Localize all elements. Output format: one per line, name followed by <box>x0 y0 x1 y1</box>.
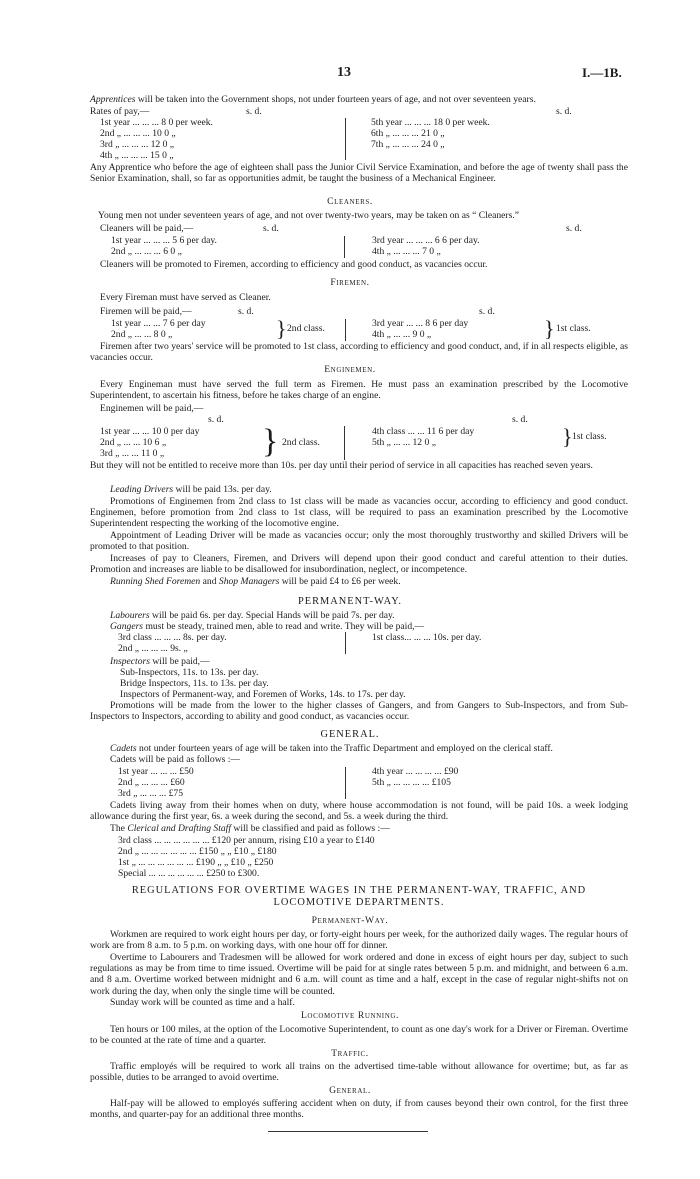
staff-rate-row: 1st „ ... ... ... ... ... ... £190 „ „ £10 „ £250 <box>118 857 274 868</box>
end-rule <box>268 1131 428 1132</box>
firemen-rate-row: 4th „ ... ... 9 0 „ <box>372 329 432 340</box>
shop-managers-term: Shop Managers <box>218 576 280 587</box>
cadets-line <box>110 743 553 754</box>
overtime-pw-rules: Overtime to Labourers and Tradesmen will be allowed for work ordered and done in excess of eight hours per day, subject to such regulations as may be from time to time issued. Overtime will be paid for at single rates between 5 p.m. and midnight, and between 6 a.m. and 8 a.m. Overtime worked between midnight and 6 a.m. will count as time and a half, except in the case of regular night-shifts not on work during the day, when only the single time will be counted. <box>90 952 628 997</box>
clerical-line <box>110 823 390 834</box>
staff-rate-row: 2nd „ ... ... ... ... ... ... £150 „ „ £10 „ £180 <box>118 846 277 857</box>
inspector-rate: Sub-Inspectors, 11s. to 13s. per day. <box>120 667 259 678</box>
gangers-rate-row: 3rd class ... ... ... 8s. per day. <box>118 632 227 643</box>
enginemen-rate-row: 2nd „ ... ... 10 6 „ <box>100 437 167 448</box>
overtime-traffic-heading: Traffic. <box>331 1048 369 1059</box>
gangers-rate-row: 2nd „ ... ... ... 9s. „ <box>118 643 188 654</box>
shed-foremen-text: will be paid £4 to £6 per week. <box>279 576 401 587</box>
apprentices-rates-label: Rates of pay,— <box>90 106 150 117</box>
enginemen-sd-right: s. d. <box>512 414 528 425</box>
enginemen-rate-row: 4th class ... ... 11 6 per day <box>372 426 475 437</box>
enginemen-paid-label: Enginemen will be paid,— <box>100 403 204 414</box>
enginemen-promotions: Promotions of Enginemen from 2nd class to 1st class will be made as vacancies occur, according to efficiency and good conduct. Enginemen, before promotion from 2nd class to 1st class, will be required to pass an examination prescribed by the Locomotive Superintendent respecting the working of the locomotive engine. <box>90 496 628 530</box>
labourers-line <box>110 610 395 621</box>
cleaners-rate-row: 1st year ... ... ... 5 6 per day. <box>111 235 217 246</box>
cadets-lodging-note: Cadets living away from their homes when on duty, where house accommodation is not found, will be paid 10s. a week lodging allowance during the first year, 6s. a week during the second, and 5s. a week during the third. <box>90 800 628 823</box>
cadets-rate-row: 3rd „ ... ... ... £75 <box>118 788 184 799</box>
clerical-term: Clerical and Drafting Staff <box>127 823 231 834</box>
apprentices-sd-right: s. d. <box>556 106 572 117</box>
brace-icon: } <box>262 423 279 460</box>
enginemen-rate-row: 3rd „ ... ... 11 0 „ <box>100 448 165 459</box>
enginemen-class-right: 1st class. <box>572 431 607 442</box>
gangers-term: Gangers <box>110 621 144 632</box>
gangers-rate-row: 1st class... ... ... 10s. per day. <box>372 632 482 643</box>
firemen-rate-row: 1st year ... ... 7 6 per day <box>111 318 206 329</box>
overtime-pw-hours: Workmen are required to work eight hours per day, or forty-eight hours per week, for the authorized daily wages. The regular hours of work are from 8 a.m. to 5 p.m. on working days, with one hour off for dinner. <box>90 929 628 952</box>
enginemen-heading: Enginemen. <box>324 364 376 375</box>
cadets-rate-row: 5th „ ... ... ... ... £105 <box>372 777 451 788</box>
shed-and: and <box>200 576 219 587</box>
cleaners-paid-label: Cleaners will be paid,— <box>100 223 194 234</box>
firemen-class-right: 1st class. <box>556 323 591 334</box>
apprentices-rate-row: 3rd „ ... ... ... 12 0 „ <box>100 139 175 150</box>
cleaners-note: Cleaners will be promoted to Firemen, according to efficiency and good conduct, as vacancies occur. <box>100 259 488 270</box>
inspectors-term: Inspectors <box>110 656 150 667</box>
staff-rate-row: Special ... ... ... ... ... ... £250 to £300. <box>118 868 260 879</box>
column-divider <box>344 236 345 258</box>
cadets-rate-row: 2nd „ ... ... ... £60 <box>118 777 185 788</box>
leading-drivers-text: will be paid 13s. per day. <box>173 484 272 495</box>
leading-driver-appointment: Appointment of Leading Driver will be made as vacancies occur; only the most thoroughly trustworthy and skilled Drivers will be promoted to that position. <box>90 530 628 553</box>
firemen-paid-label: Firemen will be paid,— <box>100 306 192 317</box>
pay-increases: Increases of pay to Cleaners, Firemen, and Drivers will depend upon their good conduct and careful attention to their duties. Promotion and increases are liable to be disallowed for insubordination, neglect, or incompetence. <box>90 553 628 576</box>
enginemen-note: But they will not be entitled to receive more than 10s. per day until their period of service in all capacities has reached seven years. <box>90 460 593 471</box>
labourers-term: Labourers <box>110 610 150 621</box>
clerical-text: will be classified and paid as follows :— <box>231 823 390 834</box>
shed-foremen-term: Running Shed Foremen <box>110 576 201 587</box>
cleaners-sd-left: s. d. <box>263 223 279 234</box>
shed-foremen-line <box>110 576 401 587</box>
cleaners-rate-row: 3rd year ... ... ... 6 6 per day. <box>372 235 480 246</box>
general-heading: GENERAL. <box>320 729 380 740</box>
cadets-rate-row: 1st year ... ... ... £50 <box>118 766 194 777</box>
apprentices-intro <box>90 94 630 105</box>
overtime-loco-text: Ten hours or 100 miles, at the option of the Locomotive Superintendent, to count as one day's work for a Driver or Fireman. Overtime to be counted at the rate of time and a quarter. <box>90 1024 628 1047</box>
firemen-sd-left: s. d. <box>238 306 254 317</box>
firemen-heading: Firemen. <box>330 277 370 288</box>
staff-rate-row: 3rd class ... ... ... ... ... ... £120 per annum, rising £10 a year to £140 <box>118 835 375 846</box>
leading-drivers-line <box>110 484 272 495</box>
apprentices-rate-row: 2nd „ ... ... ... 10 0 „ <box>100 128 176 139</box>
overtime-sunday: Sunday work will be counted as time and a half. <box>110 997 295 1008</box>
gangers-text: must be steady, trained men, able to read and write. They will be paid,— <box>143 621 425 632</box>
apprentices-sd-left: s. d. <box>246 106 262 117</box>
apprentices-rate-row: 1st year ... ... ... 8 0 per week. <box>100 117 213 128</box>
apprentices-note: Any Apprentice who before the age of eighteen shall pass the Junior Civil Service Examination, and before the age of twenty shall pass the Senior Examination, shall, so far as opportunities admit, be taught the business of a Mechanical Engineer. <box>90 162 628 185</box>
cadets-text: not under fourteen years of age will be taken into the Traffic Department and employed on the clerical staff. <box>136 743 553 754</box>
enginemen-intro: Every Engineman must have served the full term as Firemen. He must pass an examination prescribed by the Locomotive Superintendent, to ascertain his fitness, before he takes charge of an engine. <box>90 379 628 402</box>
overtime-general-heading: General. <box>329 1085 371 1096</box>
enginemen-sd-left: s. d. <box>208 414 224 425</box>
cadets-rate-row: 4th year ... ... ... ... £90 <box>372 766 459 777</box>
firemen-rate-row: 3rd year ... ... 8 6 per day <box>372 318 469 329</box>
firemen-sd-right: s. d. <box>479 306 495 317</box>
cleaners-rate-row: 4th „ ... ... ... 7 0 „ <box>372 246 441 257</box>
page-number: 13 <box>337 65 351 80</box>
apprentices-rate-row: 4th „ ... ... ... 15 0 „ <box>100 150 174 161</box>
column-divider <box>345 118 346 160</box>
document-reference: I.—1B. <box>582 65 622 80</box>
inspector-rate: Bridge Inspectors, 11s. to 13s. per day. <box>120 678 269 689</box>
overtime-pw-heading: Permanent-Way. <box>311 915 389 926</box>
leading-drivers-term: Leading Drivers <box>110 484 174 495</box>
apprentices-rate-row: 5th year ... ... ... 18 0 per week. <box>371 117 490 128</box>
overtime-general-text: Half-pay will be allowed to employés suffering accident when on duty, if from causes beyond their own control, for the first three months, and quarter-pay for an additional three months. <box>90 1098 628 1121</box>
cleaners-sd-right: s. d. <box>566 223 582 234</box>
enginemen-rate-row: 5th „ ... ... 12 0 „ <box>372 437 436 448</box>
permanent-way-note: Promotions will be made from the lower to the higher classes of Gangers, and from Gangers to Sub-Inspectors, and from Sub-Inspectors to Inspectors, according to ability and good conduct, as vacancies occur. <box>90 700 628 723</box>
column-divider <box>344 426 345 460</box>
apprentices-intro-text: will be taken into the Government shops, not under fourteen years of age, and not over seventeen years. <box>135 94 536 105</box>
gangers-line <box>110 621 424 632</box>
cleaners-heading: Cleaners. <box>327 196 373 207</box>
cadets-paid-label: Cadets will be paid as follows :— <box>110 754 241 765</box>
column-divider <box>345 767 346 799</box>
inspectors-text: will be paid,— <box>149 656 210 667</box>
apprentices-rate-row: 6th „ ... ... ... 21 0 „ <box>371 128 445 139</box>
firemen-note: Firemen after two years' service will be promoted to 1st class, according to efficiency and good conduct, and, if in all respects eligible, as vacancies occur. <box>90 341 628 364</box>
enginemen-rate-row: 1st year ... ... 10 0 per day <box>100 426 200 437</box>
brace-icon: } <box>276 316 287 341</box>
firemen-rate-row: 2nd „ ... ... 8 0 „ <box>111 329 173 340</box>
clerical-pre: The <box>110 823 128 834</box>
apprentices-term: Apprentices <box>90 94 136 105</box>
brace-icon: } <box>562 424 573 449</box>
brace-icon: } <box>544 316 555 341</box>
column-divider <box>345 319 346 341</box>
cadets-term: Cadets <box>110 743 137 754</box>
overtime-loco-heading: Locomotive Running. <box>300 1010 400 1021</box>
firemen-class-left: 2nd class. <box>287 323 325 334</box>
overtime-traffic-text: Traffic employés will be required to work all trains on the advertised time-table without allowance for overtime; but, as far as possible, duties to be arranged to avoid overtime. <box>90 1061 628 1084</box>
cleaners-intro: Young men not under seventeen years of age, and not over twenty-two years, may be taken on as “ Cleaners.” <box>98 210 520 221</box>
apprentices-rate-row: 7th „ ... ... ... 24 0 „ <box>371 139 445 150</box>
overtime-heading: REGULATIONS FOR OVERTIME WAGES IN THE PERMANENT-WAY, TRAFFIC, AND LOCOMOTIVE DEPARTMENTS. <box>131 885 587 908</box>
column-divider <box>345 632 346 654</box>
labourers-text: will be paid 6s. per day. Special Hands will be paid 7s. per day. <box>149 610 395 621</box>
firemen-intro: Every Fireman must have served as Cleaner. <box>100 292 271 303</box>
inspector-rate: Inspectors of Permanent-way, and Foremen of Works, 14s. to 17s. per day. <box>120 689 406 700</box>
cleaners-rate-row: 2nd „ ... ... ... 6 0 „ <box>111 246 182 257</box>
permanent-way-heading: PERMANENT-WAY. <box>298 596 402 607</box>
inspectors-line <box>110 656 210 667</box>
enginemen-class-left: 2nd class. <box>282 437 320 448</box>
